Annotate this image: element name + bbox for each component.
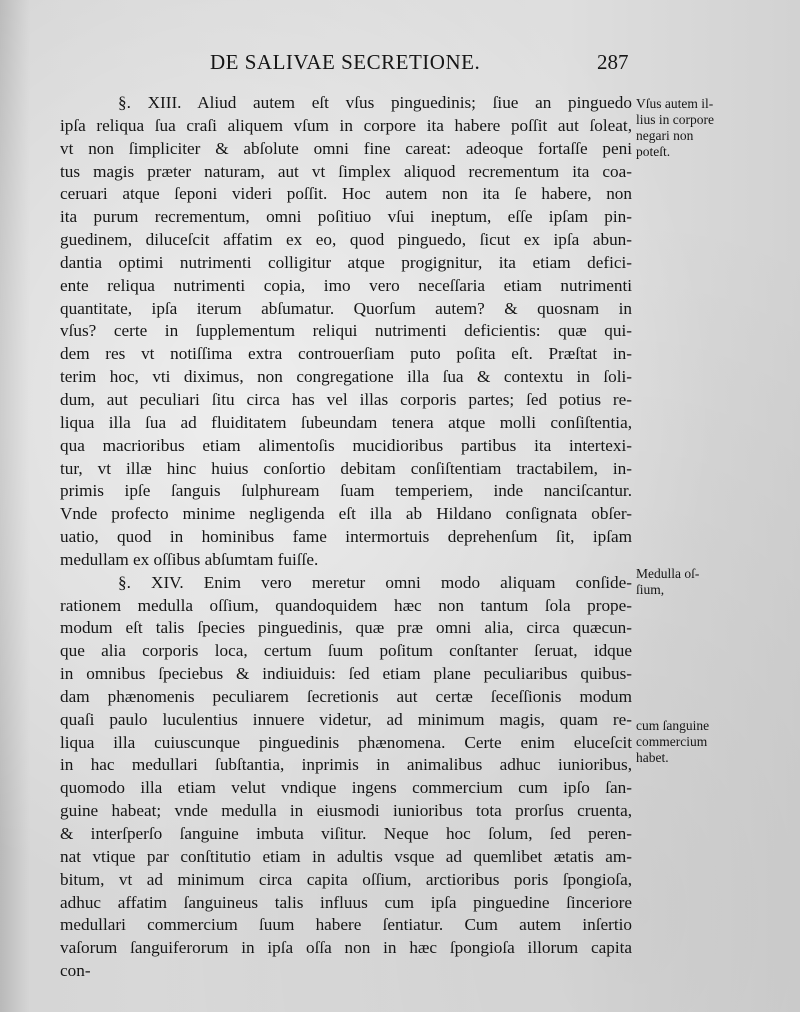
text-line: ceruari atque ſeponi videri poſſit. Hoc autem non ita ſe habere, non (60, 184, 632, 204)
text-line: dum, aut peculiari ſitu circa has vel illas corporis partes; ſed potius re- (60, 389, 632, 409)
text-line: medullam ex oſſibus abſumtam fuiſſe. (60, 549, 319, 569)
text-line: tus magis præter naturam, aut vt ſimplex aliquod recrementum ita coa- (60, 161, 632, 181)
text-line: vſus? certe in ſupplementum reliqui nutrimenti deficientis: quæ qui- (60, 321, 632, 341)
text-line: liqua illa cuiuscunque pinguedinis phænomena. Certe enim eluceſcit (60, 732, 632, 752)
margin-note (636, 566, 796, 598)
text-line: que alia corporis loca, certum ſuum poſitum conſtanter ſeruat, idque (60, 641, 632, 661)
text-line: modum eſt talis ſpecies pinguedinis, quæ præ omni alia, circa quæcun- (60, 618, 632, 638)
text-line: & interſperſo ſanguine imbuta viſitur. Neque hoc ſolum, ſed peren- (60, 824, 632, 843)
text-line: dam phænomenis peculiarem ſecretionis aut certæ ſeceſſionis modum (60, 686, 632, 706)
text-line: Vnde profecto minime negligenda eſt illa ab Hildano conſignata obſer- (60, 504, 632, 524)
text-line: in hac medullari ſubſtantia, inprimis in animalibus adhuc iunioribus, (60, 755, 632, 775)
margin-note-line: lius in corpore (636, 112, 714, 127)
margin-note (636, 96, 796, 160)
margin-note-line: cum ſanguine (636, 718, 710, 733)
text-line: in omnibus ſpeciebus & indiuiduis: ſed etiam plane peculiaribus quibus- (60, 664, 632, 684)
text-line: dem res vt notiſſima extra controuerſiam puto poſita eſt. Præſtat in- (60, 344, 632, 364)
text-line: tur, vt illæ hinc huius conſortio debitam conſiſtentiam tractabilem, in- (60, 458, 632, 478)
page-header (0, 50, 800, 80)
text-line: vaſorum ſanguiferorum in ipſa oſſa non in hæc ſpongioſa illorum capita (60, 938, 632, 958)
text-line: §. XIII. Aliud autem eſt vſus pinguedinis; ſiue an pinguedo (118, 93, 632, 112)
running-title: DE SALIVAE SECRETIONE. (210, 50, 481, 74)
text-line: medullari commercium ſuum habere ſentiatur. Cum autem inſertio (60, 915, 632, 935)
text-line: nat vtique par conſtitutio etiam in adultis vsque ad quemlibet ætatis am- (60, 846, 632, 866)
catchword: con- (60, 961, 91, 981)
margin-note-line: negari non (636, 128, 694, 143)
margin-note-line: Vſus autem il- (636, 96, 714, 111)
margin-note-line: ſium, (636, 582, 665, 597)
text-line: ita purum recrementum, omni poſitiuo vſui ineptum, eſſe ipſam pin- (60, 207, 632, 227)
text-line: quaſi paulo luculentius innuere videtur, ad minimum magis, quam re- (60, 709, 632, 729)
text-line: liqua illa ſua ad fluiditatem ſubeundam tenera atque molli conſiſtentia, (60, 412, 632, 432)
margin-note-line: habet. (636, 750, 669, 765)
margin-note-line: Medulla oſ- (636, 566, 700, 581)
text-line: §. XIV. Enim vero meretur omni modo aliquam conſide- (118, 572, 632, 592)
text-line: vt non ſimpliciter & abſolute omni fine careat: adeoque fortaſſe peni (60, 138, 632, 158)
text-line: bitum, vt ad minimum circa capita oſſium, arctioribus poris ſpongioſa, (60, 869, 632, 889)
text-line: qua macrioribus etiam alimentoſis mucidioribus partibus ita intertexi- (60, 435, 632, 455)
text-line: guine habeat; vnde medulla in eiusmodi iunioribus tota prorſus cruenta, (60, 801, 632, 821)
text-line: uatio, quod in hominibus fame intermortuis deprehenſum ſit, ipſam (60, 527, 632, 547)
margin-note-line: poteſt. (636, 144, 671, 159)
text-line: terim hoc, vti diximus, non congregatione illa ſua & contextu in ſoli- (60, 367, 632, 387)
margin-note-line: commercium (636, 734, 708, 749)
text-line: adhuc affatim ſanguineus talis influus cum ipſa pinguedine ſinceriore (60, 892, 632, 912)
text-line: ente reliqua nutrimenti copia, imo vero neceſſaria etiam nutrimenti (60, 275, 632, 295)
text-line: ipſa reliqua ſua craſi aliquem vſum in corpore ita habere poſſit aut ſoleat, (60, 115, 632, 135)
margin-note (636, 718, 796, 766)
text-line: quomodo illa etiam velut vndique ingens commercium cum ipſo ſan- (60, 778, 632, 798)
text-line: primis ipſe ſanguis ſulphuream ſuam temperiem, inde nanciſcantur. (60, 481, 632, 501)
text-line: guedinem, diluceſcit affatim ex eo, quod pinguedo, ſicut ex ipſa abun- (60, 230, 632, 250)
text-line: dantia optimi nutrimenti colligitur atque progignitur, ita etiam defici- (60, 252, 632, 272)
text-line: quantitate, ipſa iterum abſumatur. Quorſum autem? & quosnam in (60, 298, 632, 318)
text-line: rationem medulla oſſium, quandoquidem hæc non tantum ſola prope- (60, 595, 632, 615)
main-text (60, 92, 632, 983)
page-number: 287 (597, 50, 629, 74)
